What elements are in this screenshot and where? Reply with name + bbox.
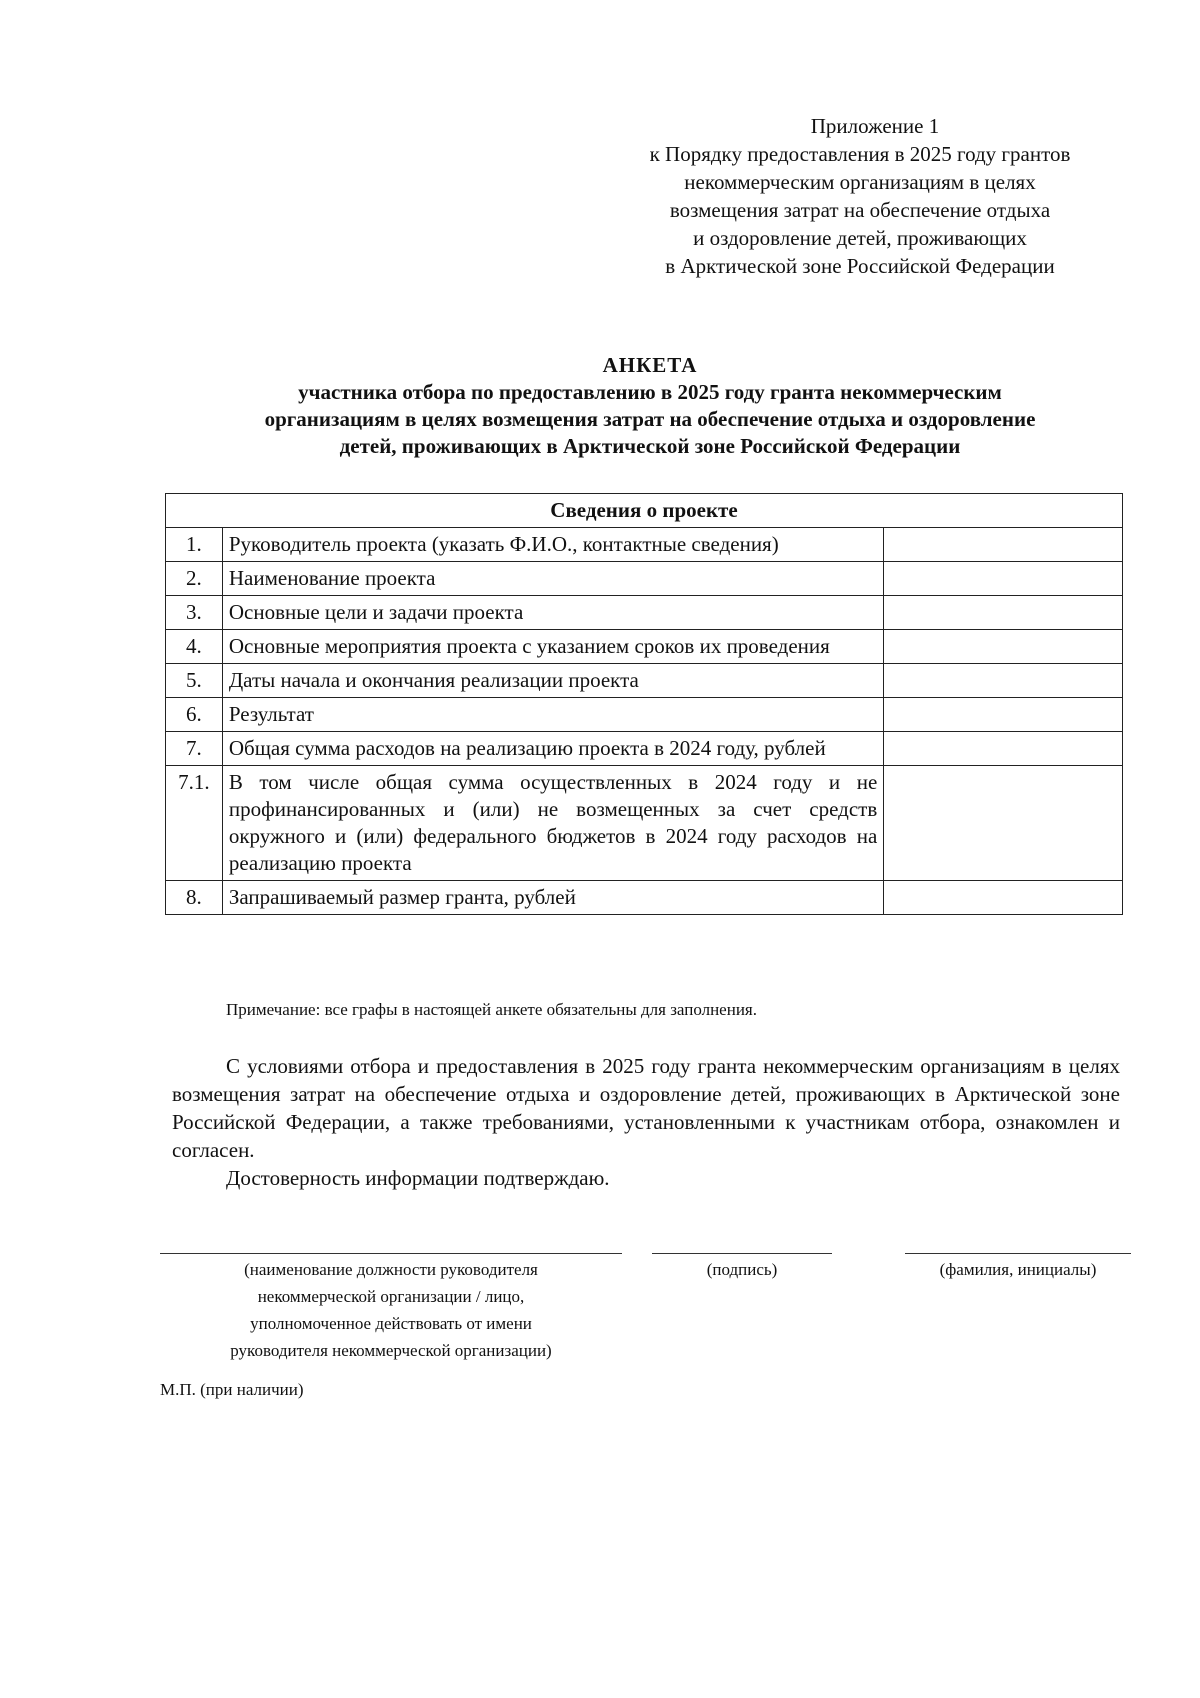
row-value-field[interactable] [884, 664, 1123, 698]
row-label: В том числе общая сумма осуществленных в 2024 году и не профинансированных и (или) не возмещенных за счет средств окружного и (или) федерального бюджетов в 2024 году расходов на реализацию проекта [222, 766, 883, 881]
table-row [166, 664, 1123, 698]
row-label: Основные цели и задачи проекта [222, 596, 883, 630]
row-number: 4. [166, 630, 223, 664]
row-number: 1. [166, 528, 223, 562]
row-value-field[interactable] [884, 562, 1123, 596]
form-note: Примечание: все графы в настоящей анкете обязательны для заполнения. [226, 1000, 757, 1019]
position-label-line: руководителя некоммерческой организации) [230, 1341, 552, 1360]
table-row [166, 698, 1123, 732]
table-row [166, 881, 1123, 915]
row-label: Наименование проекта [222, 562, 883, 596]
table-row [166, 766, 1123, 881]
position-label-line: некоммерческой организации / лицо, [257, 1287, 525, 1306]
row-value-field[interactable] [884, 596, 1123, 630]
table-row [166, 732, 1123, 766]
row-value-field[interactable] [884, 732, 1123, 766]
project-info-table [165, 493, 1123, 915]
appendix-block [600, 112, 1120, 280]
signature-line[interactable] [652, 1253, 832, 1254]
form-subtitle-line: детей, проживающих в Арктической зоне Российской Федерации [339, 434, 961, 458]
table-row [166, 528, 1123, 562]
form-heading: АНКЕТА [602, 353, 698, 377]
row-value-field[interactable] [884, 528, 1123, 562]
row-label: Основные мероприятия проекта с указанием сроков их проведения [222, 630, 883, 664]
name-label: (фамилия, инициалы) [939, 1260, 1097, 1279]
row-value-field[interactable] [884, 766, 1123, 881]
appendix-line: некоммерческим организациям в целях [684, 170, 1036, 194]
row-label: Даты начала и окончания реализации проекта [222, 664, 883, 698]
table-row [166, 630, 1123, 664]
position-label-line: (наименование должности руководителя [244, 1260, 538, 1279]
row-number: 7.1. [166, 766, 223, 881]
signature-label: (подпись) [706, 1260, 778, 1279]
appendix-line: Приложение 1 [810, 114, 940, 138]
name-signature-line[interactable] [905, 1253, 1131, 1254]
row-value-field[interactable] [884, 881, 1123, 915]
appendix-line: в Арктической зоне Российской Федерации [665, 254, 1055, 278]
table-row [166, 596, 1123, 630]
row-label: Запрашиваемый размер гранта, рублей [222, 881, 883, 915]
table-header-row [166, 494, 1123, 528]
appendix-line: к Порядку предоставления в 2025 году грантов [649, 142, 1071, 166]
appendix-line: возмещения затрат на обеспечение отдыха [669, 198, 1051, 222]
row-label: Общая сумма расходов на реализацию проекта в 2024 году, рублей [222, 732, 883, 766]
row-number: 3. [166, 596, 223, 630]
position-signature-line[interactable] [160, 1253, 622, 1254]
consent-text [172, 1052, 1120, 1192]
appendix-line: и оздоровление детей, проживающих [693, 226, 1027, 250]
position-label [160, 1256, 622, 1364]
row-number: 8. [166, 881, 223, 915]
row-value-field[interactable] [884, 630, 1123, 664]
stamp-label: М.П. (при наличии) [160, 1380, 304, 1399]
form-subtitle-line: организациям в целях возмещения затрат на обеспечение отдыха и оздоровление [264, 407, 1036, 431]
table-header: Сведения о проекте [166, 494, 1123, 528]
form-title [180, 352, 1120, 460]
consent-paragraph: С условиями отбора и предоставления в 2025 году гранта некоммерческим организациям в целях возмещения затрат на обеспечение отдыха и оздоровление детей, проживающих в Арктической зоне Российской Федерации, а также требованиями, установленными к участникам отбора, ознакомлен и согласен. [172, 1054, 1120, 1162]
row-number: 5. [166, 664, 223, 698]
row-label: Руководитель проекта (указать Ф.И.О., контактные сведения) [222, 528, 883, 562]
row-label: Результат [222, 698, 883, 732]
row-value-field[interactable] [884, 698, 1123, 732]
position-label-line: уполномоченное действовать от имени [250, 1314, 532, 1333]
form-subtitle-line: участника отбора по предоставлению в 2025 году гранта некоммерческим [298, 380, 1002, 404]
row-number: 2. [166, 562, 223, 596]
table-row [166, 562, 1123, 596]
row-number: 6. [166, 698, 223, 732]
row-number: 7. [166, 732, 223, 766]
confirmation-paragraph: Достоверность информации подтверждаю. [226, 1166, 610, 1190]
